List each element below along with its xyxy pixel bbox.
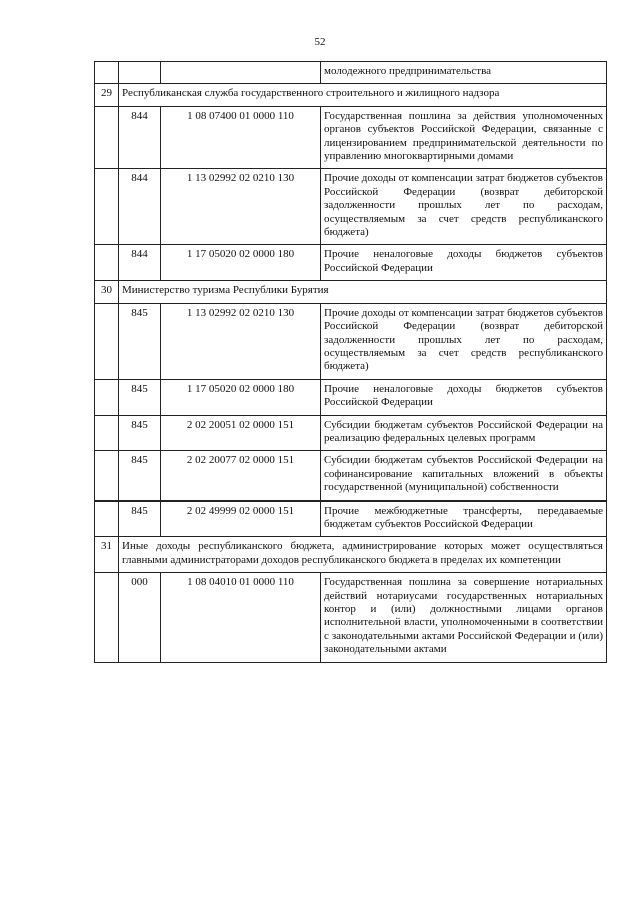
description-cell: Государственная пошлина за действия уполномоченных органов субъектов Российской Федерации, связанные с лицензированием предпринимательской деятельности по управлению многоквартирными домами bbox=[321, 106, 607, 169]
description-cell: Государственная пошлина за совершение нотариальных действий нотариусами государственных нотариальных контор и (или) должностными лицами органов исполнительной власти, уполномоченными в соответствии с законодательными актами Российской Федерации и (или) законодательными актами bbox=[321, 573, 607, 662]
section-header-row bbox=[95, 537, 607, 573]
num-cell bbox=[95, 106, 119, 169]
section-title: Республиканская служба государственного строительного и жилищного надзора bbox=[119, 84, 607, 106]
budget-code-cell: 1 08 04010 01 0000 110 bbox=[161, 573, 321, 662]
budget-code-cell: 1 17 05020 02 0000 180 bbox=[161, 379, 321, 415]
table-row bbox=[95, 451, 607, 501]
table-row bbox=[95, 573, 607, 662]
num-cell bbox=[95, 573, 119, 662]
num-cell bbox=[95, 245, 119, 281]
table-body bbox=[95, 62, 607, 663]
num-cell bbox=[95, 451, 119, 501]
table-row bbox=[95, 169, 607, 245]
section-number: 29 bbox=[95, 84, 119, 106]
description-cell: Прочие доходы от компенсации затрат бюджетов субъектов Российской Федерации (возврат дебиторской задолженности прошлых лет по расходам, осуществляемым за счет средств республиканского бюджета) bbox=[321, 169, 607, 245]
table-row bbox=[95, 501, 607, 537]
admin-code-cell: 000 bbox=[119, 573, 161, 662]
income-administrators-table bbox=[94, 61, 607, 663]
admin-code-cell: 845 bbox=[119, 303, 161, 379]
num-cell bbox=[95, 501, 119, 537]
section-title: Министерство туризма Республики Бурятия bbox=[119, 281, 607, 303]
budget-code-cell: 2 02 20077 02 0000 151 bbox=[161, 451, 321, 501]
description-cell: Прочие неналоговые доходы бюджетов субъектов Российской Федерации bbox=[321, 245, 607, 281]
admin-code-cell: 845 bbox=[119, 451, 161, 501]
table-row bbox=[95, 106, 607, 169]
section-title: Иные доходы республиканского бюджета, администрирование которых может осуществляться главными администраторами доходов республиканского бюджета в пределах их компетенции bbox=[119, 537, 607, 573]
budget-code-cell: 2 02 20051 02 0000 151 bbox=[161, 415, 321, 451]
num-cell bbox=[95, 169, 119, 245]
budget-code-cell: 1 13 02992 02 0210 130 bbox=[161, 169, 321, 245]
num-cell bbox=[95, 62, 119, 84]
admin-code-cell: 845 bbox=[119, 415, 161, 451]
table-row bbox=[95, 379, 607, 415]
table-row bbox=[95, 303, 607, 379]
budget-code-cell: 1 08 07400 01 0000 110 bbox=[161, 106, 321, 169]
continuation-row bbox=[95, 62, 607, 84]
admin-code-cell: 844 bbox=[119, 169, 161, 245]
table-row bbox=[95, 415, 607, 451]
section-number: 30 bbox=[95, 281, 119, 303]
description-cell: Субсидии бюджетам субъектов Российской Федерации на софинансирование капитальных вложений в объекты государственной (муниципальной) собственности bbox=[321, 451, 607, 501]
budget-code-cell: 1 13 02992 02 0210 130 bbox=[161, 303, 321, 379]
page-number: 52 bbox=[314, 36, 326, 48]
admin-code-cell: 845 bbox=[119, 379, 161, 415]
num-cell bbox=[95, 415, 119, 451]
section-header-row bbox=[95, 84, 607, 106]
table-row bbox=[95, 245, 607, 281]
num-cell bbox=[95, 379, 119, 415]
section-number: 31 bbox=[95, 537, 119, 573]
description-cell: молодежного предпринимательства bbox=[321, 62, 607, 84]
description-cell: Прочие межбюджетные трансферты, передаваемые бюджетам субъектов Российской Федерации bbox=[321, 501, 607, 537]
section-header-row bbox=[95, 281, 607, 303]
admin-cell bbox=[119, 62, 161, 84]
admin-code-cell: 845 bbox=[119, 501, 161, 537]
budget-code-cell: 2 02 49999 02 0000 151 bbox=[161, 501, 321, 537]
description-cell: Прочие неналоговые доходы бюджетов субъектов Российской Федерации bbox=[321, 379, 607, 415]
admin-code-cell: 844 bbox=[119, 106, 161, 169]
admin-code-cell: 844 bbox=[119, 245, 161, 281]
code-cell bbox=[161, 62, 321, 84]
budget-code-cell: 1 17 05020 02 0000 180 bbox=[161, 245, 321, 281]
description-cell: Прочие доходы от компенсации затрат бюджетов субъектов Российской Федерации (возврат дебиторской задолженности прошлых лет по расходам, осуществляемым за счет средств республиканского бюджета) bbox=[321, 303, 607, 379]
description-cell: Субсидии бюджетам субъектов Российской Федерации на реализацию федеральных целевых программ bbox=[321, 415, 607, 451]
num-cell bbox=[95, 303, 119, 379]
